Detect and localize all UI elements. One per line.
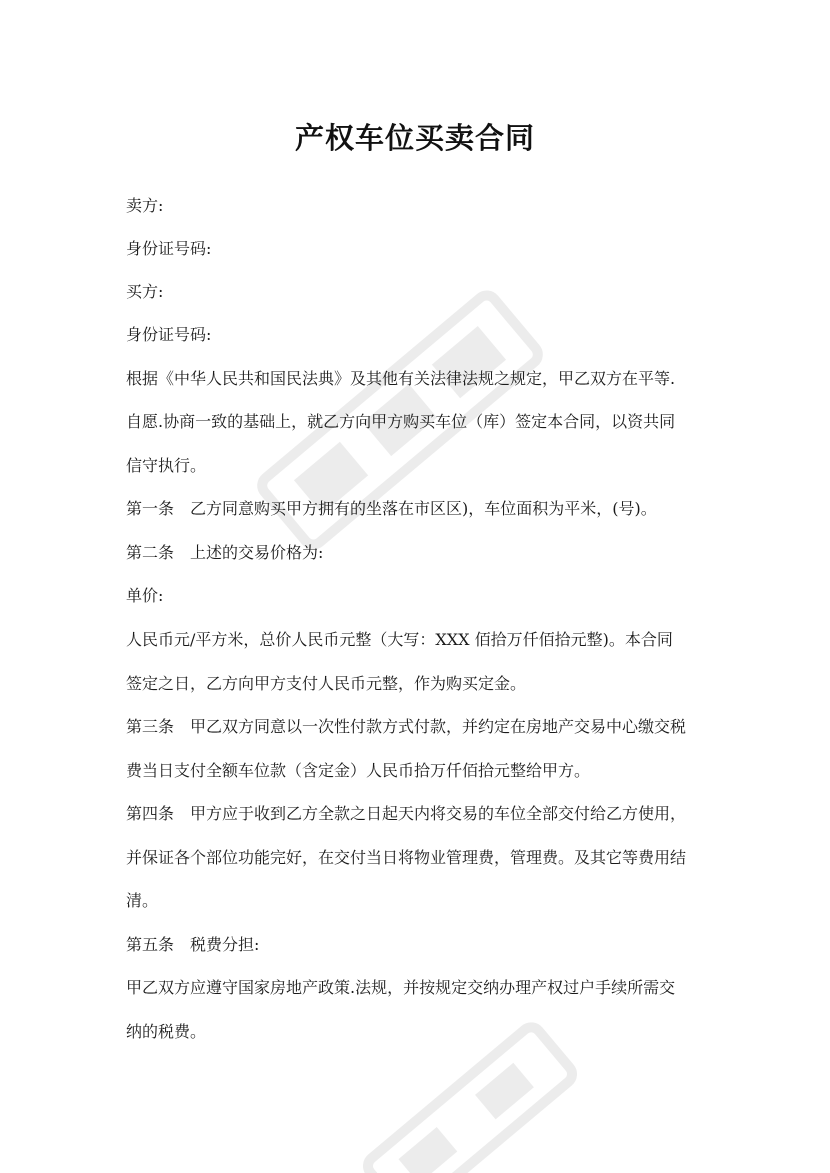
article-3-line-2: 费当日支付全额车位款（含定金）人民币拾万仟佰拾元整给甲方。: [126, 761, 591, 780]
article-2: 第二条 上述的交易价格为:: [126, 543, 324, 562]
article-4-line-2: 并保证各个部位功能完好，在交付当日将物业管理费，管理费。及其它等费用结: [126, 848, 687, 867]
preamble-line-1: 根据《中华人民共和国民法典》及其他有关法律法规之规定，甲乙双方在平等.: [126, 369, 676, 388]
article-5: 第五条 税费分担:: [126, 935, 260, 954]
preamble-line-3: 信守执行。: [126, 456, 207, 475]
document-title: 产权车位买卖合同: [294, 121, 535, 155]
buyer-line: 买方:: [126, 282, 164, 301]
buyer-id-line: 身份证号码:: [126, 325, 212, 344]
article-4-line-1: 第四条 甲方应于收到乙方全款之日起天内将交易的车位全部交付给乙方使用，: [126, 804, 687, 823]
price-line-1: 人民币元/平方米，总价人民币元整（大写：XXX 佰拾万仟佰拾元整)。本合同: [126, 630, 673, 649]
article-4-line-3: 清。: [126, 891, 159, 910]
seller-line: 卖方:: [126, 196, 164, 215]
price-line-2: 签定之日，乙方向甲方支付人民币元整，作为购买定金。: [126, 674, 527, 693]
seller-id-line: 身份证号码:: [126, 239, 212, 258]
unit-price-line: 单价:: [126, 586, 164, 605]
article-3-line-1: 第三条 甲乙双方同意以一次性付款方式付款，并约定在房地产交易中心缴交税: [126, 717, 687, 736]
tax-line-2: 纳的税费。: [126, 1022, 207, 1041]
preamble-line-2: 自愿.协商一致的基础上，就乙方向甲方购买车位（库）签定本合同，以资共同: [126, 412, 676, 431]
tax-line-1: 甲乙双方应遵守国家房地产政策.法规，并按规定交纳办理产权过户手续所需交: [126, 978, 676, 997]
article-1: 第一条 乙方同意购买甲方拥有的坐落在市区区)，车位面积为平米，(号)。: [126, 499, 657, 518]
